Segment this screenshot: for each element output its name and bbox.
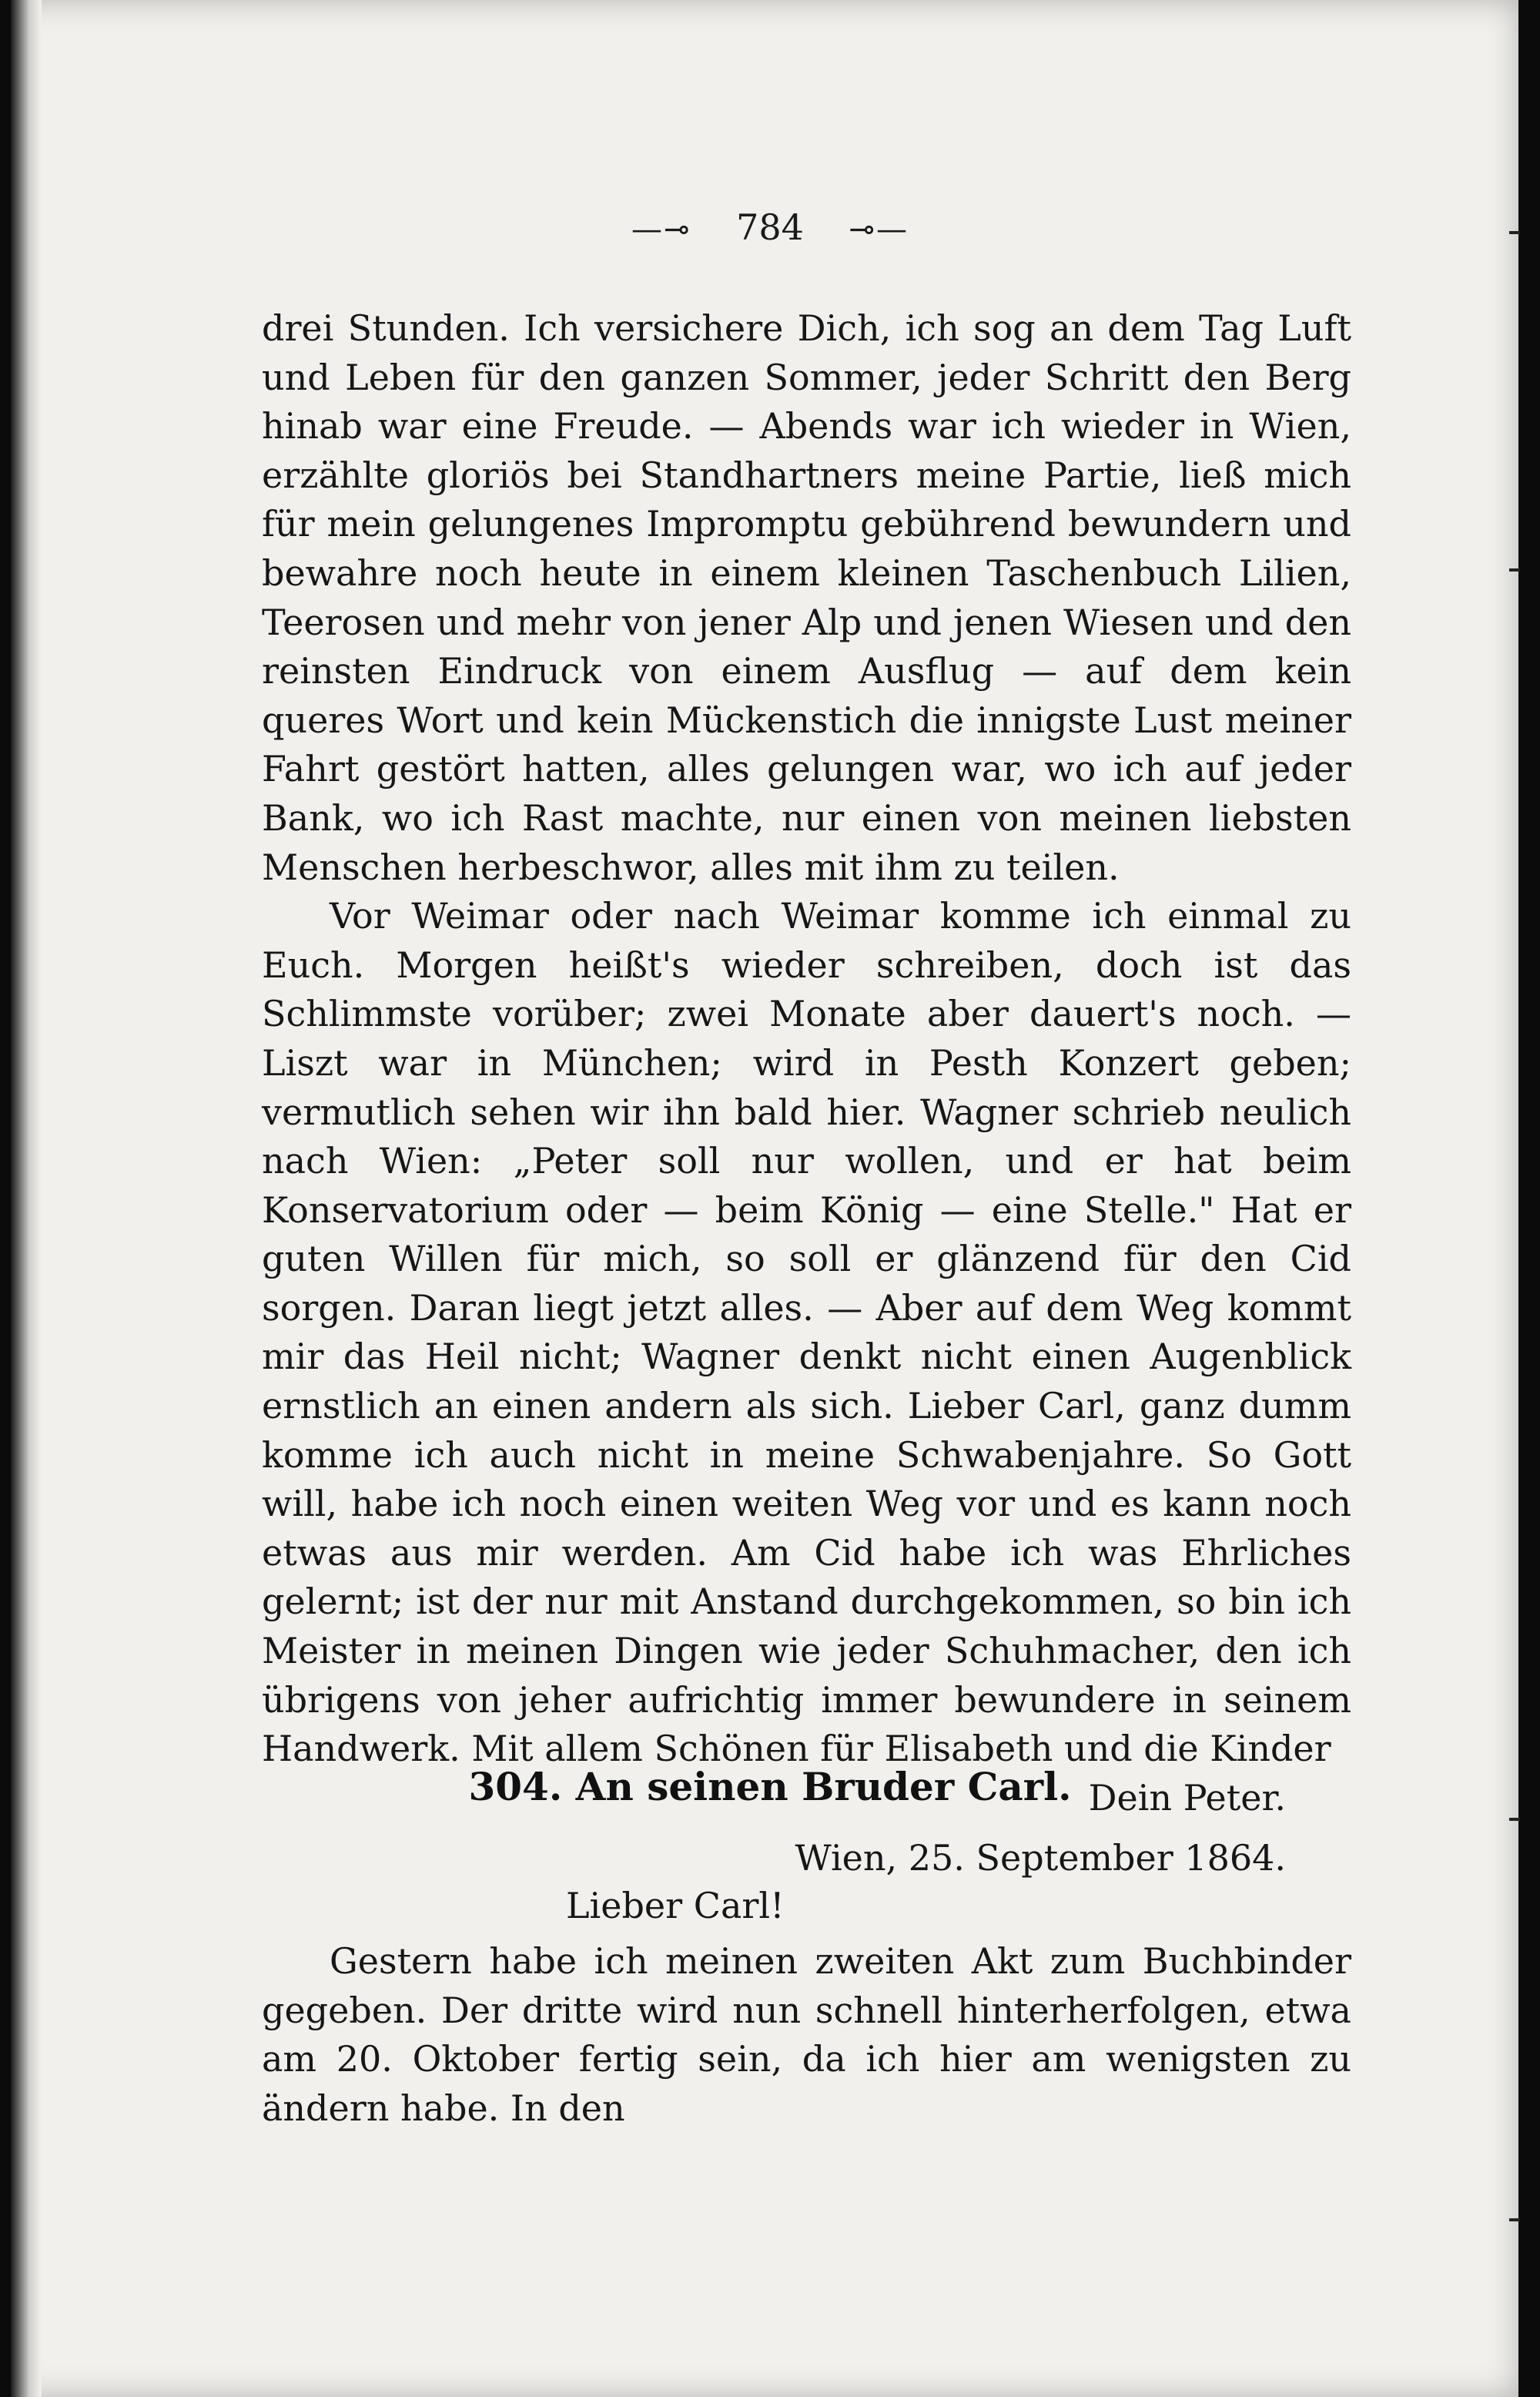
page-number: 784 <box>736 206 804 248</box>
page-edge-mark <box>1509 231 1520 234</box>
letter-title: 304. An seinen Bruder Carl. <box>468 1764 1072 1809</box>
ornament-left: —⊸ <box>631 212 691 247</box>
page-edge-mark <box>1509 568 1520 572</box>
letter-body <box>262 1937 1351 2133</box>
main-text <box>262 304 1351 1822</box>
paragraph-1: drei Stunden. Ich versichere Dich, ich sog an dem Tag Luft und Leben für den ganzen Sommer, jeder Schritt den Berg hinab war eine Freude. — Abends war ich wieder in Wien, erzählte gloriös bei Standhartners meine Partie, ließ mich für mein gelungenes Impromptu gebührend bewundern und bewahre noch heute in einem kleinen Taschenbuch Lilien, Teerosen und mehr von jener Alp und jenen Wiesen und den reinsten Eindruck von einem Ausflug — auf dem kein queres Wort und kein Mückenstich die innigste Lust meiner Fahrt gestört hatten, alles gelungen war, wo ich auf jeder Bank, wo ich Rast machte, nur einen von meinen liebsten Menschen herbeschwor, alles mit ihm zu teilen. <box>262 307 1351 888</box>
page-edge-mark <box>1509 2218 1520 2221</box>
letter-salutation: Lieber Carl! <box>566 1885 785 1926</box>
page-header <box>0 206 1540 248</box>
book-spine-shadow <box>11 0 42 2397</box>
signature: Dein Peter. <box>1088 1776 1286 1819</box>
ornament-right: ⊸— <box>849 212 909 247</box>
paragraph-2: Vor Weimar oder nach Weimar komme ich einmal zu Euch. Morgen heißt's wieder schreiben, doch ist das Schlimmste vorüber; zwei Monate aber dauert's noch. — Liszt war in München; wird in Pesth Konzert geben; vermutlich sehen wir ihn bald hier. Wagner schrieb neulich nach Wien: „Peter soll nur wollen, und er hat beim Konservatorium oder — beim König — eine Stelle." Hat er guten Willen für mich, so soll er glänzend für den Cid sorgen. Daran liegt jetzt alles. — Aber auf dem Weg kommt mir das Heil nicht; Wagner denkt nicht einen Augenblick ernstlich an einen andern als sich. Lieber Carl, ganz dumm komme ich auch nicht in meine Schwabenjahre. So Gott will, habe ich noch einen weiten Weg vor und es kann noch etwas aus mir werden. Am Cid habe ich was Ehrliches gelernt; ist der nur mit Anstand durchgekommen, so bin ich Meister in meinen Dingen wie jeder Schuhmacher, den ich übrigens von jeher aufrichtig immer bewundere in seinem Handwerk. Mit allem Schönen für Elisabeth und die Kinder <box>262 895 1351 1770</box>
letter-opening-paragraph: Gestern habe ich meinen zweiten Akt zum Buchbinder gegeben. Der dritte wird nun schnell hinterherfolgen, etwa am 20. Oktober fertig sein, da ich hier am wenigsten zu ändern habe. In den <box>262 1940 1351 2129</box>
page-edge-mark <box>1509 1818 1520 1821</box>
letter-dateline: Wien, 25. September 1864. <box>795 1837 1286 1879</box>
